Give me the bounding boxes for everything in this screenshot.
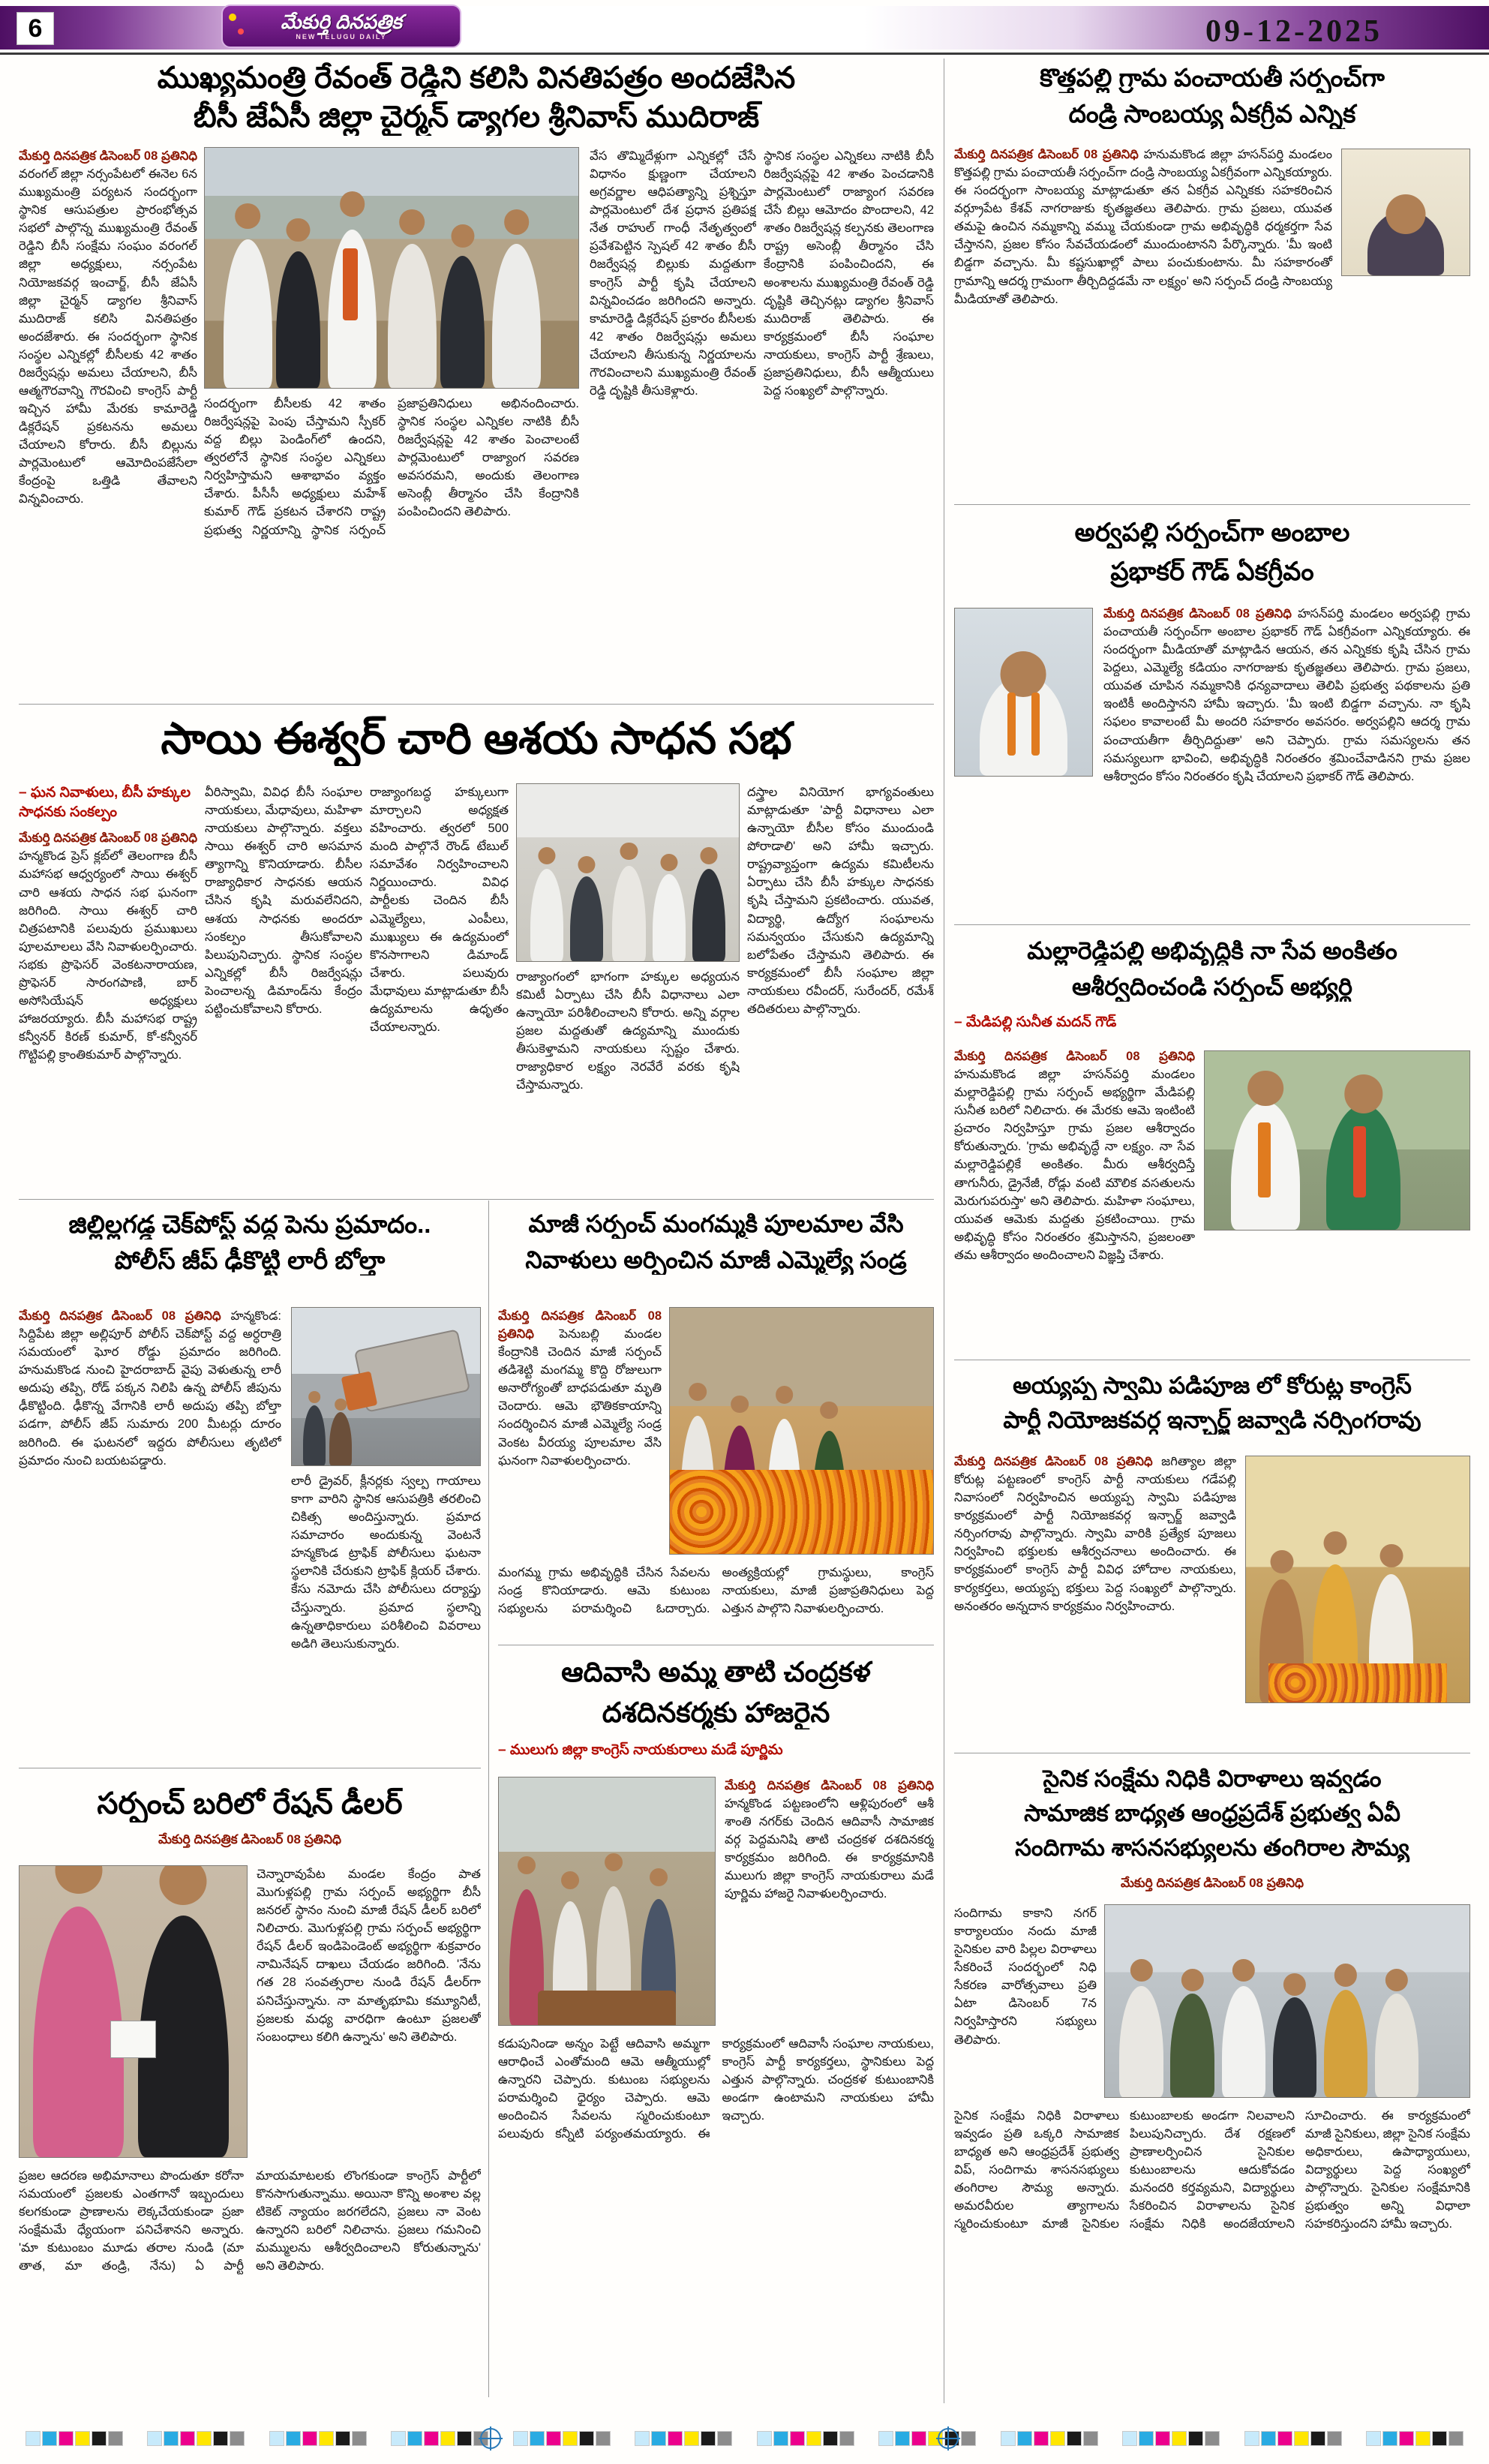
color-swatch [961, 2431, 976, 2446]
color-bar-group [1366, 2431, 1463, 2446]
color-bar-group [513, 2431, 611, 2446]
person-silhouette [530, 869, 563, 961]
ration-body-col1: చెన్నారావుపేట మండల కేంద్రం పాత మొగుళ్లపల్లి గ్రామ సర్పంచ్ అభ్యర్థిగా బీసీ జనరల్ స్థానం నుంచి మాజీ రేషన్ డీలర్ బరిలో నిలిచారు. మొగుళ్లపల్లి గ్రామ సర్పంచ్ అభ్యర్థిగా రేషన్ డీలర్ ఇండిపెండెంట్ అభ్యర్థిగా శుక్రవారం నామినేషన్ దాఖలు చేయడం జరిగింది. 'నేను గత 28 సంవత్సరాల నుండి రేషన్ డీలర్‌గా పనిచేస్తున్నాను. నా మాతృభూమి కమ్యూనిటీ, ప్రజలకు మధ్య వారధిగా ఉంటూ ప్రజలతో సంబంధాలు కలిగి ఉన్నాను' అని తెలిపారు. [257, 1868, 481, 2044]
color-swatch [878, 2431, 893, 2446]
color-swatch [1083, 2431, 1098, 2446]
color-bar-group [147, 2431, 245, 2446]
adivasi-headline-line1: ఆదివాసి అమ్మ తాటి చంద్రకళ [561, 1657, 871, 1687]
person-silhouette [1324, 1990, 1367, 2097]
color-swatch [75, 2431, 90, 2446]
color-swatch [1034, 2431, 1049, 2446]
color-swatch [1448, 2431, 1463, 2446]
color-swatch [213, 2431, 228, 2446]
color-swatch [651, 2431, 666, 2446]
adivasi-byline: – ములుగు జిల్లా కాంగ్రెస్ నాయకురాలు మడే పూర్ణిమ [498, 1742, 783, 1758]
ritual-items [538, 1991, 676, 2025]
sai-kicker: – ఘన నివాళులు, బీసీ హక్కుల సాధనకు సంకల్పం [19, 785, 191, 820]
color-swatch [717, 2431, 732, 2446]
accident-body-text-1: హన్మకొండ: సిద్దిపేట జిల్లా అల్లిపూర్ పోలీస్ చెక్‌పోస్ట్ వద్ద అర్ధరాత్రి సమయంలో ఘోర రోడ్డు ప్రమాదం జరిగింది. హనుమకొండ నుంచి హైదరాబాద్ వైపు వెళుతున్న లారీ అదుపు తప్పి, రోడ్ పక్కన నిలిపి ఉన్న పోలీస్ జీపును ఢీకొట్టింది. ఢీకొన్న వేగానికి లారీ అదుపు తప్పి బోల్తా పడగా, పోలీస్ జీప్ సుమారు 200 మీటర్లు దూరం జరిగింది. ఈ ఘటనలో ఇద్దరు పోలీసులు తృటిలో ప్రమాదం నుంచి బయటపడ్డారు. [19, 1309, 281, 1468]
color-swatch [1244, 2431, 1259, 2446]
color-swatch [1277, 2431, 1292, 2446]
color-swatch [1188, 2431, 1203, 2446]
sainik-headline-line3: సందిగామ శాసనసభ్యులను తంగిరాల సౌమ్య [1015, 1834, 1409, 1861]
color-swatch [596, 2431, 611, 2446]
kothapalli-headline-line2: దండ్రి సాంబయ్య ఏకగ్రీవ ఎన్నిక [1068, 100, 1356, 128]
section-divider [954, 504, 1470, 505]
color-swatch [530, 2431, 545, 2446]
color-swatch [895, 2431, 910, 2446]
section-divider [19, 704, 934, 705]
sainik-dateline: మేకుర్తి దినపత్రిక డిసెంబర్ 08 ప్రతినిధి [1120, 1876, 1304, 1890]
color-swatch [1382, 2431, 1397, 2446]
print-marks [0, 2422, 1489, 2455]
masthead-spark-icon [229, 14, 236, 21]
cm-dateline: మేకుర్తి దినపత్రిక డిసెంబర్ 08 ప్రతినిధి [19, 149, 197, 163]
color-swatch [164, 2431, 179, 2446]
adivasi-dateline: మేకుర్తి దినపత్రిక డిసెంబర్ 08 ప్రతినిధి [725, 1779, 934, 1792]
color-swatch [286, 2431, 301, 2446]
masthead-spark-icon [238, 29, 244, 35]
adivasi-body-text-1: హన్మకొండ పట్టణంలోని ఆళ్లిపురంలో ఆశీ శాంతి నగర్‌కు చెందిన ఆదివాసీ సామాజిక వర్గ పెద్దమనిషి తాటి చంద్రకళ దశదినకర్మ కార్యక్రమం జరిగింది. ఈ కార్యక్రమానికి ములుగు జిల్లా కాంగ్రెస్ నాయకురాలు మడే పూర్ణిమ హాజరై నివాళులర్పించారు. [725, 1797, 934, 1901]
flower-offerings [1268, 1663, 1447, 1702]
color-swatch [1067, 2431, 1082, 2446]
color-swatch [1155, 2431, 1170, 2446]
person-silhouette [492, 244, 541, 388]
color-swatch [269, 2431, 284, 2446]
sai-meeting-photo [516, 783, 740, 962]
arvapalli-portrait-photo [954, 608, 1093, 777]
mangamma-body-col1 [498, 1307, 662, 1555]
color-swatch [319, 2431, 334, 2446]
person-silhouette [1119, 1986, 1163, 2097]
person-silhouette [276, 251, 321, 388]
adivasi-ceremony-photo [498, 1777, 716, 2026]
person-silhouette [329, 1412, 352, 1465]
sainik-headline-line1: సైనిక సంక్షేమ నిధికి విరాళాలు ఇవ్వడం [1043, 1765, 1382, 1792]
color-swatch [1205, 2431, 1220, 2446]
accident-body-col1 [19, 1307, 281, 1754]
color-bar-group [391, 2431, 488, 2446]
color-swatch [806, 2431, 821, 2446]
sai-dateline: మేకుర్తి దినపత్రిక డిసెంబర్ 08 ప్రతినిధి [19, 831, 197, 846]
color-swatch [1432, 2431, 1447, 2446]
color-swatch [1327, 2431, 1342, 2446]
kothapalli-dateline: మేకుర్తి దినపత్రిక డిసెంబర్ 08 ప్రతినిధి [954, 148, 1139, 161]
section-divider [954, 924, 1470, 925]
color-swatch [59, 2431, 74, 2446]
kothapalli-body [954, 146, 1470, 495]
color-swatch [701, 2431, 716, 2446]
mallareddy-headline-line1: మల్లారెడ్డిపల్లి అభివృద్ధికి నా సేవ అంకితం [1027, 937, 1397, 964]
color-bar-group [269, 2431, 367, 2446]
sainik-body-under: సైనిక సంక్షేమ నిధికి విరాళాలు ఇవ్వడం ప్రతి ఒక్కరి సామాజిక బాధ్యత అని ఆంధ్రప్రదేశ్ ప్రభుత్వ విప్, సందిగామ శాసనసభ్యులు తంగిరాల సౌమ్య అన్నారు. అమరవీరుల త్యాగాలను స్మరించుకుంటూ మాజీ సైనికుల కుటుంబాలకు అండగా నిలవాలని పిలుపునిచ్చారు. దేశ రక్షణలో ప్రాణాలర్పించిన సైనికుల కుటుంబాలను ఆదుకోవడం మనందరి కర్తవ్యమని, విద్యార్థులు సేకరించిన విరాళాలను సైనిక సంక్షేమ నిధికి అందజేయాలని సూచించారు. ఈ కార్యక్రమంలో మాజీ సైనికులు, జిల్లా సైనిక సంక్షేమ అధికారులు, ఉపాధ్యాయులు, విద్యార్థులు పెద్ద సంఖ్యలో పాల్గొన్నారు. సైనికుల సంక్షేమానికి ప్రభుత్వం అన్ని విధాలా సహకరిస్తుందని హామీ ఇచ్చారు. [954, 2109, 1470, 2231]
mallareddy-headline-line2: ఆశీర్వదించండి సర్పంచ్ అభ్యర్థి [1071, 973, 1353, 1000]
color-swatch [563, 2431, 578, 2446]
color-swatch [1366, 2431, 1381, 2446]
color-swatch [92, 2431, 107, 2446]
mangamma-body-under: మంగమ్మ గ్రామ అభివృద్ధికి చేసిన సేవలను సండ్ర కొనియాడారు. ఆమె కుటుంబ సభ్యులను పరామర్శించి ఓదార్చారు. అంత్యక్రియల్లో గ్రామస్థులు, కాంగ్రెస్ నాయకులు, మాజీ ప్రజాప్రతినిధులు పెద్ద ఎత్తున పాల్గొని నివాళులర్పించారు. [498, 1566, 934, 1616]
mangamma-headline-line2: నివాళులు అర్పించిన మాజీ ఎమ్మెల్యే సండ్ర [525, 1246, 907, 1273]
section-divider [19, 1199, 934, 1200]
accident-headline-line1: జిల్లిల్లగడ్డ చెక్‌పోస్ట్ వద్ద పెను ప్రమాదం.. [68, 1210, 431, 1238]
cm-body-text-1: వరంగల్ జిల్లా నర్సంపేటలో ఈనెల 6న ముఖ్యమంత్రి పర్యటన సందర్భంగా స్థానిక ఆసుపత్రుల ప్రారంభోత్సవ సభలో పాల్గొన్న ముఖ్యమంత్రి రేవంత్ రెడ్డిని బీసీ సంక్షేమ సంఘం వరంగల్ జిల్లా అధ్యక్షులు, నర్సంపేట నియోజకవర్గ ఇంచార్జ్, బీసీ జేఏసీ జిల్లా చైర్మన్ డ్యాగల శ్రీనివాస్ ముదిరాజ్ కలిసి వినతిపత్రం అందజేశారు. ఈ సందర్భంగా స్థానిక సంస్థల ఎన్నికల్లో బీసీలకు 42 శాతం రిజర్వేషన్లు అమలు చేయాలని, బీసీ ఆత్మగౌరవాన్ని గౌరవించి కాంగ్రెస్ పార్టీ ఇచ్చిన హామీ మేరకు కామారెడ్డి డిక్లరేషన్ ప్రకటనను అమలు చేయాలని కోరారు. బీసీ బిల్లును పార్లమెంటులో ఆమోదింపజేసేలా కేంద్రంపై ఒత్తిడి తేవాలని విన్నవించారు. [19, 167, 197, 506]
person-silhouette [570, 876, 603, 961]
mallareddy-body [954, 1047, 1470, 1351]
person-silhouette [1273, 1997, 1316, 2097]
masthead-tagline: NEW TELUGU DAILY [296, 32, 387, 41]
color-swatch [230, 2431, 245, 2446]
cm-headline-line2: బీసీ జేఏసీ జిల్లా చైర్మన్ డ్యాగల శ్రీనివాస్ ముదిరాజ్ [193, 101, 760, 134]
sainik-headline-line2: సామాజిక బాధ్యత ఆంధ్రప్రదేశ్ ప్రభుత్వ ఏవీ [1024, 1800, 1400, 1826]
lower-column-divider [488, 1200, 489, 2397]
arvapalli-dateline: మేకుర్తి దినపత్రిక డిసెంబర్ 08 ప్రతినిధి [1103, 607, 1292, 621]
person-silhouette [224, 239, 272, 388]
color-swatch [42, 2431, 57, 2446]
color-swatch [1139, 2431, 1154, 2446]
person-silhouette [653, 874, 686, 961]
sainik-body-col1: సందిగామ కాకాని నగర్ కార్యాలయం నందు మాజీ సైనికుల వారి పిల్లల విరాళాలు సేకరించే సందర్భంలో నిధి సేకరణ వారోత్సవాలు ప్రతి ఏటా డిసెంబర్ 7న నిర్వహిస్తారని సభ్యులు తెలిపారు. [954, 1907, 1097, 2047]
adivasi-headline-line2: దశదినకర్మకు హాజరైన [602, 1697, 830, 1728]
cm-meeting-photo [204, 147, 579, 389]
color-swatch [26, 2431, 41, 2446]
color-bar-group [635, 2431, 732, 2446]
cm-headline-line1: ముఖ్యమంత్రి రేవంత్ రెడ్డిని కలిసి వినతిపత్రం అందజేసిన [157, 62, 796, 95]
color-swatch [1310, 2431, 1325, 2446]
color-swatch [335, 2431, 350, 2446]
mallareddy-byline: – మేడిపల్లి సునీత మదన్ గౌడ్ [954, 1014, 1117, 1030]
sai-body-under-photo: రాజ్యాంగంలో భాగంగా హక్కుల అధ్యయన కమిటీ ఏర్పాటు చేసి బీసీ విధానాలు ఎలా ఉన్నాయో పరిశీలించాలని కోరారు. అన్ని వర్గాల ప్రజల మద్దతుతో ఉద్యమాన్ని ముందుకు తీసుకెళ్తామని నాయకులు స్పష్టం చేశారు. రాజ్యాధికార లక్ష్యం నెరవేరే వరకు కృషి చేస్తామన్నారు. [516, 970, 740, 1092]
color-swatch [147, 2431, 162, 2446]
mallareddy-dateline: మేకుర్తి దినపత్రిక డిసెంబర్ 08 ప్రతినిధి [954, 1050, 1195, 1063]
color-swatch [911, 2431, 926, 2446]
arvapalli-headline-line1: అర్వపల్లి సర్పంచ్‌గా అంబాల [1074, 518, 1350, 547]
color-swatch [108, 2431, 123, 2446]
person-silhouette [388, 244, 437, 388]
color-swatch [391, 2431, 406, 2446]
arvapalli-body-text: హసన్‌పర్తి మండలం అర్వపల్లి గ్రామ పంచాయతీ సర్పంచ్‌గా అంబాల ప్రభాకర్ గౌడ్ ఏకగ్రీవంగా ఎన్నికయ్యారు. ఈ సందర్భంగా మీడియాతో మాట్లాడిన ఆయన, తన ఎన్నికకు కృషి చేసిన గ్రామ పెద్దలు, ఎమ్మెల్యే కడియం నాగరాజుకు కృతజ్ఞతలు తెలిపారు. గ్రామ ప్రజలు, యువత చూపిన నమ్మకానికి ధన్యవాదాలు తెలిపి ప్రభుత్వ పథకాలను ప్రతి ఇంటికీ అందిస్తానని హామీ ఇచ్చారు. 'మీ ఇంటి బిడ్డగా వచ్చాను. నా కృషి సఫలం కావాలంటే మీ అందరి సహకారం అవసరం. అర్వపల్లిని ఆదర్శ గ్రామ పంచాయతీగా తీర్చిదిద్దుతా' అని చెప్పారు. గ్రామ సమస్యలను తన సమస్యలుగా భావించి, అభివృద్ధికి నిరంతరం శ్రమించేవాడినని గ్రామ ప్రజల ఆశీర్వాదం కోసం నిరంతరం కృషి చేయాలని ప్రభాకర్ గౌడ్ తెలిపారు. [1103, 607, 1470, 783]
color-swatch [352, 2431, 367, 2446]
mangamma-dateline: మేకుర్తి దినపత్రిక డిసెంబర్ 08 ప్రతినిధి [498, 1309, 662, 1342]
color-swatch [790, 2431, 805, 2446]
ration-dealer-photo [19, 1865, 248, 2158]
registration-mark-icon [938, 2428, 959, 2449]
color-swatch [407, 2431, 422, 2446]
color-swatch [635, 2431, 650, 2446]
cm-body-col2: వేస తొమ్మిదేళ్లుగా ఎన్నికల్లో చేసే విధానం క్షుణ్ణంగా చేయాలని అగ్రవర్ణాల ఆధిపత్యాన్ని ప్రశ్నిస్తూ పార్లమెంటులో దేశ ప్రధాన ప్రతిపక్ష నేత రాహుల్ గాంధీ నేతృత్వంలో ప్రవేశపెట్టిన స్పెషల్ 42 శాతం బీసీ రిజర్వేషన్ల బిల్లుకు మద్దతుగా కాంగ్రెస్ పార్టీ కృషి చేయాలని విన్నవించడం జరిగిందని అన్నారు. కామారెడ్డి డిక్లరేషన్ ప్రకారం బీసీలకు 42 శాతం రిజర్వేషన్లు అమలు చేయాలని తీసుకున్న నిర్ణయాలను గౌరవించాలని ముఖ్యమంత్రి రేవంత్ రెడ్డి దృష్టికి తీసుకెళ్లారు. [590, 149, 756, 398]
accident-dateline: మేకుర్తి దినపత్రిక డిసెంబర్ 08 ప్రతినిధి [19, 1309, 221, 1323]
garland [1007, 693, 1016, 756]
person-silhouette [1367, 210, 1444, 275]
color-swatch [180, 2431, 195, 2446]
color-swatch [668, 2431, 683, 2446]
color-swatch [197, 2431, 212, 2446]
masthead-title: మేకుర్తి దినపత్రిక [281, 11, 402, 34]
person-silhouette [980, 675, 1067, 776]
sai-body-text-1: హన్మకొండ ప్రెస్ క్లబ్‌లో తెలంగాణ బీసీ మహాసభ ఆధ్వర్యంలో సాయి ఈశ్వర్ చారి ఆశయ సాధన సభ ఘనంగా జరిగింది. సాయి ఈశ్వర్ చారి చిత్రపటానికి పలువురు ప్రముఖులు పూలమాలలు వేసి నివాళులర్పించారు. సభకు ప్రొఫెసర్ వెంకటనారాయణ, ప్రొఫెసర్ సారంగపాణి, బార్ అసోసియేషన్ అధ్యక్షులు హాజరయ్యారు. బీసీ మహాసభ రాష్ట్ర కన్వీనర్ కిరణ్ కుమార్, కో-కన్వీనర్ గొట్టిపల్లి క్రాంతికుమార్ పాల్గొన్నారు. [19, 849, 197, 1062]
color-swatch [773, 2431, 788, 2446]
ayyappa-body-text: జగిత్యాల జిల్లా కోరుట్ల పట్టణంలో కాంగ్రెస్ పార్టీ నాయకులు గడేపల్లి నివాసంలో నిర్వహించిన అయ్యప్ప స్వామి పడిపూజ కార్యక్రమంలో పార్టీ నియోజకవర్గ ఇన్చార్జ్ జవ్వాడి నర్సింగరావు పాల్గొన్నారు. స్వామి వారికి ప్రత్యేక పూజలు నిర్వహించి భక్తులకు ఆశీర్వచనాలు అందించారు. ఈ కార్యక్రమంలో కాంగ్రెస్ పార్టీ వివిధ హోదాల నాయకులు, కార్యకర్తలు, అయ్యప్ప భక్తులు పెద్ద సంఖ్యలో పాల్గొన్నారు. అనంతరం అన్నదాన కార్యక్రమం నిర్వహించారు. [954, 1455, 1236, 1613]
sai-body-col5: దస్త్రాల వినియోగ భాగ్యవంతులు మాట్లాడుతూ 'పార్టీ విధానాలు ఎలా ఉన్నాయో బీసీల కోసం ముందుండి పోరాడాలి' అని హామీ ఇచ్చారు. రాష్ట్రవ్యాప్తంగా ఉద్యమ కమిటీలను ఏర్పాటు చేసి బీసీ హక్కుల సాధనకు కృషి చేస్తామని ప్రకటించారు. యువత, విద్యార్థి, ఉద్యోగ సంఘాలను సమన్వయం చేసుకుని ఉద్యమాన్ని బలోపేతం చేస్తామని తెలిపారు. ఈ కార్యక్రమంలో బీసీ సంఘాల జిల్లా నాయకులు రవీందర్, సురేందర్, రమేశ్ తదితరులు పాల్గొన్నారు. [747, 786, 934, 1016]
person-silhouette [303, 1405, 326, 1465]
ration-headline: సర్పంచ్ బరిలో రేషన్ డీలర్ [97, 1787, 403, 1820]
kothapalli-headline-line1: కొత్తపల్లి గ్రామ పంచాయతీ సర్పంచ్‌గా [1040, 64, 1385, 92]
page-number: 6 [17, 12, 54, 45]
person-silhouette [612, 866, 645, 961]
color-bar-group [757, 2431, 854, 2446]
color-swatch [757, 2431, 772, 2446]
color-bar-group [1122, 2431, 1220, 2446]
ayyappa-headline-line2: పార్టీ నియోజకవర్గ ఇన్చార్జ్ జవ్వాడి నర్సింగరావు [1003, 1407, 1421, 1433]
sai-headline: సాయి ఈశ్వర్ చారి ఆశయ సాధన సభ [161, 714, 792, 763]
arvapalli-body [954, 605, 1470, 914]
ayyappa-pooja-photo [1245, 1456, 1470, 1703]
flower-garlands [670, 1470, 933, 1554]
color-swatch [839, 2431, 854, 2446]
color-swatch [513, 2431, 528, 2446]
color-bar-group [26, 2431, 123, 2446]
color-swatch [546, 2431, 561, 2446]
kothapalli-portrait-photo [1341, 149, 1470, 276]
adivasi-body-col1 [725, 1777, 934, 2026]
color-swatch [579, 2431, 594, 2446]
mangamma-body-text-1: పెనుబల్లి మండల కేంద్రానికి చెందిన మాజీ సర్పంచ్ తడిశెట్టి మంగమ్మ కొద్ది రోజులుగా అనారోగ్యంతో బాధపడుతూ మృతి చెందారు. ఆమె భౌతికకాయాన్ని సందర్శించిన మాజీ ఎమ్మెల్యే సండ్ర వెంకట వీరయ్య పూలమాల వేసి ఘనంగా నివాళులర్పించారు. [498, 1327, 662, 1468]
garland [1258, 1122, 1271, 1197]
color-swatch [1172, 2431, 1187, 2446]
color-swatch [1001, 2431, 1016, 2446]
color-swatch [1399, 2431, 1414, 2446]
color-bar-group [878, 2431, 976, 2446]
ration-body-under: ప్రజల ఆదరణ అభిమానాలు పొందుతూ కరోనా సమయంలో ప్రజలకు ఎంతగానో ఇబ్బందులు కలగకుండా ప్రాణాలను లెక్కచేయకుండా ప్రజా సంక్షేమమే ధ్యేయంగా పనిచేశానని అన్నారు. 'మా కుటుంబం మూడు తరాల నుండి (మా తాత, మా తండ్రి, నేను) ఏ పార్టీ మాయమాటలకు లొంగకుండా కాంగ్రెస్ పార్టీలో కొనసాగుతున్నాము. అయినా కొన్ని అంశాల వల్ల టికెట్ న్యాయం జరగలేదని, ప్రజలు నా వెంట ఉన్నారని బరిలో నిలిచాను. ప్రజలు గమనించి మమ్ములను ఆశీర్వదించాలని కోరుతున్నాను' అని తెలిపారు. [19, 2169, 481, 2273]
accident-photo [291, 1307, 481, 1466]
color-swatch [1294, 2431, 1309, 2446]
accident-headline-line2: పోలీస్ జీప్ ఢీకొట్టి లారీ బోల్తా [114, 1246, 386, 1274]
garland [1353, 1126, 1367, 1197]
person-silhouette [440, 256, 485, 388]
color-swatch [1122, 2431, 1137, 2446]
registration-mark-icon [480, 2428, 501, 2449]
cm-body-under-photo: సందర్భంగా బీసీలకు 42 శాతం రిజర్వేషన్లపై పెంపు చేస్తామని స్పీకర్ వద్ద బిల్లు పెండింగ్‌లో ఉందని, త్వరలోనే స్థానిక సంస్థల ఎన్నికలు నిర్వహిస్తామని ఆశాభావం వ్యక్తం చేశారు. పీసీసీ అధ్యక్షులు మహేశ్ కుమార్ గౌడ్ ప్రకటన చేశారని రాష్ట్ర ప్రభుత్వ నిర్ణయాన్ని స్థానిక సర్పంచ్ ప్రజాప్రతినిధులు అభినందించారు. స్థానిక సంస్థల ఎన్నికల నాటికి బీసీ రిజర్వేషన్లపై 42 శాతం పెంచాలంటే పార్లమెంటులో రాజ్యాంగ సవరణ అవసరమని, అందుకు తెలంగాణ అసెంబ్లీ తీర్మానం చేసి కేంద్రానికి పంపించిందని తెలిపారు. [204, 397, 579, 537]
color-swatch [424, 2431, 439, 2446]
issue-date: 09-12-2025 [1205, 14, 1382, 49]
sainik-meeting-photo [1104, 1904, 1470, 2098]
cm-body-col1 [19, 147, 197, 699]
color-swatch [684, 2431, 699, 2446]
header-divider [0, 53, 1489, 55]
garland [343, 248, 358, 320]
person-silhouette [1375, 1994, 1418, 2097]
accident-body-col2: లారీ డ్రైవర్, క్లీనర్లకు స్వల్ప గాయాలు కాగా వారిని స్థానిక ఆసుపత్రికి తరలించి చికిత్స అందిస్తున్నారు. ప్రమాద సమాచారం అందుకున్న వెంటనే హన్మకొండ ట్రాఫిక్ పోలీసులు ఘటనా స్థలానికి చేరుకుని ట్రాఫిక్ క్లియర్ చేశారు. కేసు నమోదు చేసి పోలీసులు దర్యాప్తు చేస్తున్నారు. ప్రమాద స్థలాన్ని ఉన్నతాధికారులు పరిశీలించి వివరాలు అడిగి తెలుసుకున్నారు. [291, 1474, 481, 1651]
masthead-logo [221, 5, 461, 48]
mallareddy-body-text: హనుమకొండ జిల్లా హసన్‌పర్తి మండలం మల్లారెడ్డిపల్లి గ్రామ సర్పంచ్ అభ్యర్థిగా మేడిపల్లి సునీత బరిలో నిలిచారు. ఈ మేరకు ఆమె ఇంటింటి ప్రచారం నిర్వహిస్తూ గ్రామ ప్రజల ఆశీర్వాదం కోరుతున్నారు. 'గ్రామ అభివృద్ధే నా లక్ష్యం. నా సేవ మల్లారెడ్డిపల్లికే అంకితం. మీరు ఆశీర్వదిస్తే తాగునీరు, డ్రైనేజీ, రోడ్లు వంటి మౌలిక వసతులను మెరుగుపరుస్తా' అని తెలిపారు. మహిళా సంఘాలు, యువత ఆమెకు మద్దతు ప్రకటించాయి. గ్రామ అభివృద్ధి కోసం నిరంతరం శ్రమిస్తానని, ప్రజలంతా తమ ఆశీర్వాదం అందించాలని విజ్ఞప్తి చేశారు. [954, 1068, 1195, 1262]
color-bar-group [1001, 2431, 1098, 2446]
ayyappa-dateline: మేకుర్తి దినపత్రిక డిసెంబర్ 08 ప్రతినిధి [954, 1455, 1153, 1468]
ayyappa-headline-line1: అయ్యప్ప స్వామి పడిపూజ లో కోరుట్ల కాంగ్రెస్ [1013, 1372, 1412, 1399]
cm-body-col3: స్థానిక సంస్థల ఎన్నికలు నాటికి బీసీ రిజర్వేషన్లపై 42 శాతం పెంచడానికి పార్లమెంటులో రాజ్యాంగ సవరణ చేసే బిల్లు ఆమోదం పొందాలని, 42 శాతం రిజర్వేషన్ల కల్పనకు తెలంగాణ రాష్ట్ర అసెంబ్లీ తీర్మానం చేసి కేంద్రానికి పంపించిందని, ఈ అంశాలను ముఖ్యమంత్రి రేవంత్ రెడ్డి దృష్టికి తెచ్చినట్లు డ్యాగల శ్రీనివాస్ ముదిరాజ్ తెలిపారు. ఈ కార్యక్రమంలో బీసీ సంఘాల నాయకులు, కాంగ్రెస్ పార్టీ శ్రేణులు, ప్రజాప్రతినిధులు, బీసీ ఆత్మీయులు పెద్ద సంఖ్యలో పాల్గొన్నారు. [764, 149, 934, 398]
sai-body-col1 [19, 783, 197, 1188]
ration-dateline: మేకుర్తి దినపత్రిక డిసెంబర్ 08 ప్రతినిధి [158, 1832, 342, 1846]
color-swatch [1050, 2431, 1065, 2446]
garland [1031, 693, 1040, 756]
sai-body-col3: రాజ్యాంగబద్ధ హక్కులుగా మార్చాలని అధ్యక్షత వహించారు. త్వరలో 500 మంది పాల్గొనే రౌండ్ టేబుల్ సమావేశం నిర్వహించాలని నిర్ణయించారు. వివిధ పార్టీలకు చెందిన బీసీ ఎమ్మెల్యేలు, ఎంపీలు, ముఖ్యులు ఈ ఉద్యమంలో కొనసాగాలని డిమాండ్ చేశారు. పలువురు మేధావులు మాట్లాడుతూ బీసీ ఉద్యమాలను ఉధృతం చేయాలన్నారు. [370, 786, 509, 1035]
color-swatch [457, 2431, 472, 2446]
person-silhouette [692, 869, 725, 961]
color-swatch [440, 2431, 455, 2446]
color-swatch [1017, 2431, 1032, 2446]
kothapalli-body-text: హనుమకొండ జిల్లా హసన్‌పర్తి మండలం కొత్తపల్లి గ్రామ పంచాయతీ సర్పంచ్‌గా దండ్రి సాంబయ్య ఏకగ్రీవంగా ఎన్నికయ్యారు. ఈ సందర్భంగా సాంబయ్య మాట్లాడుతూ తన ఏకగ్రీవ ఎన్నికకు సహకరించిన వర్గ్రూపేట కేశవ్ నాగరాజుకు కృతజ్ఞతలు తెలిపారు. గ్రామ ప్రజలు, యువత తమపై ఉంచిన నమ్మకాన్ని వమ్ము చేయకుండా గ్రామ అభివృద్ధికి ధర్మకర్తగా సేవ చేస్తానని, ప్రజల కోసం సేవచేయడంలో ముందుంటానని పేర్కొన్నారు. 'మీ ఇంటి బిడ్డగా వచ్చాను. మీ కష్టసుఖాల్లో పాలు పంచుకుంటాను. మీ సహకారంతో గ్రామాన్ని ఆదర్శ గ్రామంగా తీర్చిదిద్దడమే నా లక్ష్యం' అని సర్పంచ్ దండ్రి సాంబయ్య మీడియాతో తెలిపారు. [954, 148, 1333, 306]
arvapalli-headline-line2: ప్రభాకర్ గౌడ్ ఏకగ్రీవం [1110, 557, 1314, 586]
mangamma-headline-line1: మాజీ సర్పంచ్ మంగమ్మకి పూలమాల వేసి [528, 1210, 904, 1237]
ayyappa-body [954, 1453, 1470, 1744]
color-bar-group [1244, 2431, 1342, 2446]
nomination-paper [110, 2021, 156, 2058]
color-swatch [1415, 2431, 1430, 2446]
color-swatch [1261, 2431, 1276, 2446]
person-silhouette [1222, 1986, 1265, 2097]
color-swatch [823, 2431, 838, 2446]
color-swatch [302, 2431, 317, 2446]
mallareddy-campaign-photo [1204, 1050, 1470, 1230]
person-silhouette [1170, 1994, 1214, 2097]
adivasi-body-under: కడుపునిండా అన్నం పెట్టే ఆదివాసి అమ్మగా ఆరాధించే ఎంతోమంది ఆమె ఆత్మీయుల్లో ఉన్నారని చెప్పారు. కుటుంబ సభ్యులను పరామర్శించి ధైర్యం చెప్పారు. ఆమె అందించిన సేవలను స్మరించుకుంటూ పలువురు కన్నీటి పర్యంతమయ్యారు. ఈ కార్యక్రమంలో ఆదివాసీ సంఘాల నాయకులు, కాంగ్రెస్ పార్టీ కార్యకర్తలు, స్థానికులు పెద్ద ఎత్తున పాల్గొన్నారు. చంద్రకళ కుటుంబానికి అండగా ఉంటామని నాయకులు హామీ ఇచ్చారు. [498, 2037, 934, 2141]
sai-body-col2: వీరిస్వామి, వివిధ బీసీ సంఘాల నాయకులు, మేధావులు, మహిళా నాయకులు పాల్గొన్నారు. వక్తలు సాయి ఈశ్వర్ చారి అసమాన త్యాగాన్ని కొనియాడారు. బీసీల రాజ్యాధికార సాధనకు ఆయన చేసిన కృషి మరువలేనిదని, ఆశయ సాధనకు అందరూ సంకల్పం తీసుకోవాలని పిలుపునిచ్చారు. స్థానిక సంస్థల ఎన్నికల్లో బీసీ రిజర్వేషన్లు పెంచాలన్న డిమాండ్‌ను కేంద్రం పట్టించుకోవాలని కోరారు. [205, 786, 362, 1016]
mangamma-tribute-photo [669, 1307, 934, 1555]
